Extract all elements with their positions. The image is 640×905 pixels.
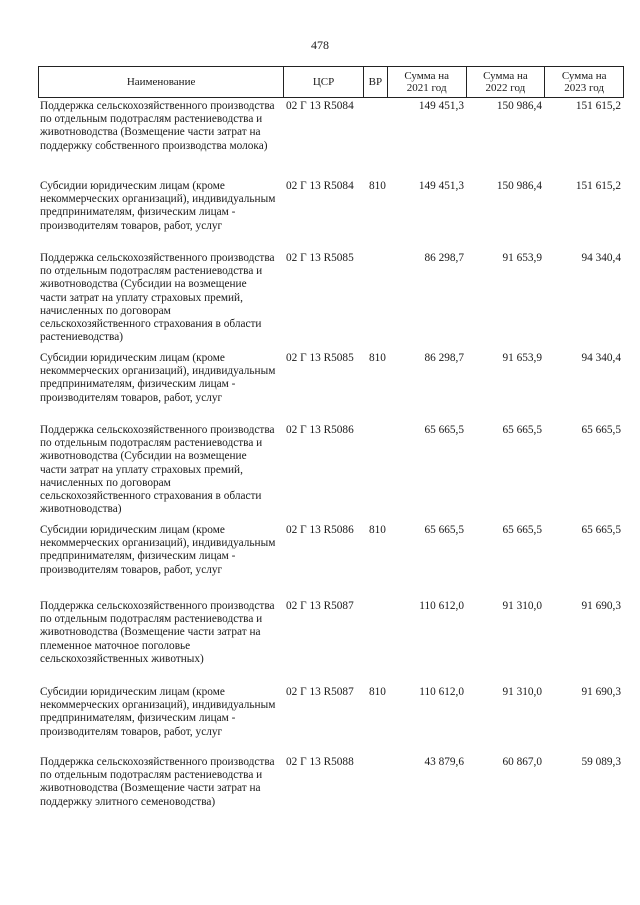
- row-csr: 02 Г 13 R5088: [286, 756, 354, 768]
- row-sum-2023: 94 340,4: [581, 252, 621, 264]
- row-sum-2021: 65 665,5: [424, 424, 464, 436]
- table-row: [38, 352, 624, 424]
- row-sum-2022: 91 653,9: [502, 252, 542, 264]
- row-name: Поддержка сельскохозяйственного производства по отдельным подотраслям растениеводства и животноводства (Субсидии на возмещение части затрат на уплату страховых премий, начисленных по договорам сельскохозяйственного страхования в области животноводства): [40, 424, 275, 516]
- header-csr: ЦСР: [284, 67, 364, 97]
- row-name: Субсидии юридическим лицам (кроме некоммерческих организаций), индивидуальным предпринимателям, физическим лицам - производителям товаров, работ, услуг: [40, 524, 276, 576]
- row-name: Субсидии юридическим лицам (кроме некоммерческих организаций), индивидуальным предпринимателям, физическим лицам - производителям товаров, работ, услуг: [40, 180, 276, 232]
- row-sum-2023: 59 089,3: [581, 756, 621, 768]
- table-row: [38, 100, 624, 180]
- row-sum-2022: 91 310,0: [502, 686, 542, 698]
- row-name: Поддержка сельскохозяйственного производства по отдельным подотраслям растениеводства и животноводства (Возмещение части затрат на поддержку элитного семеноводства): [40, 756, 275, 808]
- table-row: [38, 600, 624, 686]
- row-name: Субсидии юридическим лицам (кроме некоммерческих организаций), индивидуальным предпринимателям, физическим лицам - производителям товаров, работ, услуг: [40, 352, 276, 404]
- row-vr: 810: [369, 352, 386, 364]
- row-sum-2023: 65 665,5: [581, 424, 621, 436]
- row-sum-2022: 91 653,9: [502, 352, 542, 364]
- row-csr: 02 Г 13 R5087: [286, 600, 354, 612]
- row-name: Поддержка сельскохозяйственного производства по отдельным подотраслям растениеводства и животноводства (Возмещение части затрат на племенное маточное поголовье сельскохозяйственных животных): [40, 600, 275, 665]
- row-sum-2021: 86 298,7: [424, 252, 464, 264]
- row-sum-2021: 43 879,6: [424, 756, 464, 768]
- row-sum-2022: 150 986,4: [496, 180, 542, 192]
- row-sum-2021: 149 451,3: [418, 100, 464, 112]
- row-sum-2022: 150 986,4: [496, 100, 542, 112]
- row-sum-2021: 86 298,7: [424, 352, 464, 364]
- row-csr: 02 Г 13 R5084: [286, 100, 354, 112]
- row-vr: 810: [369, 686, 386, 698]
- row-sum-2023: 151 615,2: [575, 100, 621, 112]
- table-row: [38, 252, 624, 352]
- row-vr: 810: [369, 180, 386, 192]
- row-sum-2022: 60 867,0: [502, 756, 542, 768]
- row-sum-2021: 149 451,3: [418, 180, 464, 192]
- row-csr: 02 Г 13 R5085: [286, 352, 354, 364]
- row-csr: 02 Г 13 R5086: [286, 524, 354, 536]
- row-sum-2022: 91 310,0: [502, 600, 542, 612]
- row-sum-2023: 65 665,5: [581, 524, 621, 536]
- row-sum-2021: 65 665,5: [424, 524, 464, 536]
- row-sum-2023: 91 690,3: [581, 600, 621, 612]
- table-row: [38, 424, 624, 524]
- table-header: [38, 66, 624, 98]
- header-name: Наименование: [39, 67, 284, 97]
- row-name: Поддержка сельскохозяйственного производства по отдельным подотраслям растениеводства и животноводства (Субсидии на возмещение части затрат на уплату страховых премий, начисленных по договорам сельскохозяйственного страхования в области растениеводства): [40, 252, 275, 344]
- row-sum-2021: 110 612,0: [419, 600, 464, 612]
- row-vr: 810: [369, 524, 386, 536]
- row-sum-2022: 65 665,5: [502, 424, 542, 436]
- table-row: [38, 524, 624, 600]
- row-sum-2023: 91 690,3: [581, 686, 621, 698]
- row-sum-2023: 151 615,2: [575, 180, 621, 192]
- row-csr: 02 Г 13 R5085: [286, 252, 354, 264]
- header-sum-2022: Сумма на 2022 год: [467, 67, 546, 97]
- row-name: Субсидии юридическим лицам (кроме некоммерческих организаций), индивидуальным предпринимателям, физическим лицам - производителям товаров, работ, услуг: [40, 686, 276, 738]
- page-number: 478: [311, 38, 329, 52]
- row-csr: 02 Г 13 R5087: [286, 686, 354, 698]
- table-row: [38, 756, 624, 826]
- header-sum-2021: Сумма на 2021 год: [388, 67, 467, 97]
- table-body: [38, 100, 624, 826]
- row-sum-2023: 94 340,4: [581, 352, 621, 364]
- row-sum-2022: 65 665,5: [502, 524, 542, 536]
- row-sum-2021: 110 612,0: [419, 686, 464, 698]
- row-csr: 02 Г 13 R5084: [286, 180, 354, 192]
- header-sum-2023: Сумма на 2023 год: [561, 70, 607, 94]
- header-vr: ВР: [364, 67, 388, 97]
- table-row: [38, 686, 624, 756]
- row-csr: 02 Г 13 R5086: [286, 424, 354, 436]
- table-row: [38, 180, 624, 252]
- row-name: Поддержка сельскохозяйственного производства по отдельным подотраслям растениеводства и животноводства (Возмещение части затрат на поддержку собственного производства молока): [40, 100, 275, 152]
